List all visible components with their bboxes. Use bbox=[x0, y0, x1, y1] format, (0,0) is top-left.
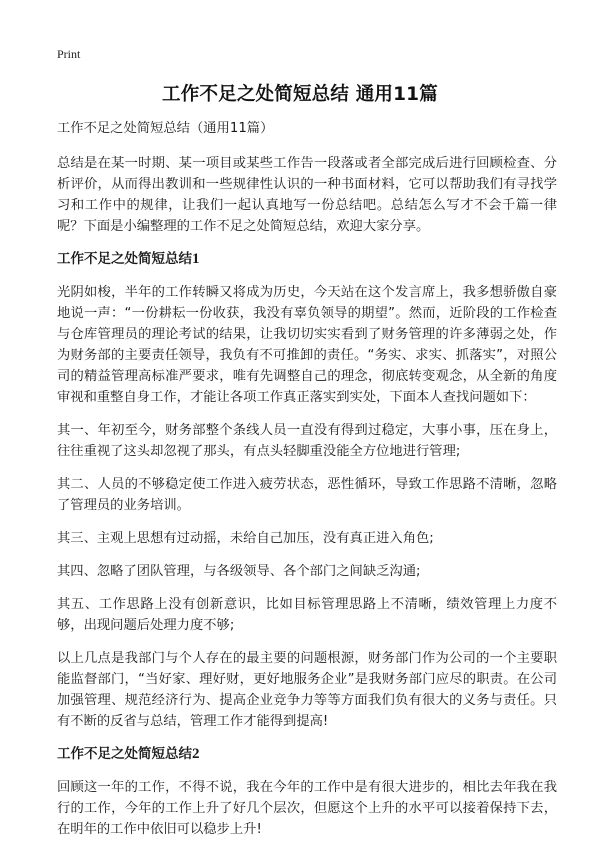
paragraph: 其三、主观上思想有过动摇，未给自己加压，没有真正进入角色; bbox=[57, 531, 434, 546]
document-subtitle: 工作不足之处简短总结（通用11篇） bbox=[57, 121, 274, 136]
paragraph: 其二、人员的不够稳定使工作进入疲劳状态，恶性循环，导致工作思路不清晰，忽略了管理员的业务培训。 bbox=[57, 477, 557, 513]
paragraph: 其五、工作思路上没有创新意识，比如目标管理思路上不清晰，绩效管理上力度不够，出现问题后处理力度不够; bbox=[57, 597, 557, 633]
document-body bbox=[57, 118, 557, 852]
section-heading-number: 2 bbox=[192, 746, 200, 762]
section-heading-text: 工作不足之处简短总结 bbox=[57, 251, 192, 267]
print-link[interactable]: Print bbox=[57, 47, 81, 61]
paragraph: 光阴如梭，半年的工作转瞬又将成为历史，今天站在这个发言席上，我多想骄傲自豪地说一声：“一份耕耘一份收获，我没有辜负领导的期望”。然而，近阶段的工作检查与仓库管理员的理论考试的结果，让我切切实实看到了财务管理的许多薄弱之处，作为财务部的主要责任领导，我负有不可推卸的责任。“务实、求实、抓落实”，对照公司的精益管理高标准严要求，唯有先调整自己的理念，彻底转变观念，从全新的角度审视和重整自身工作，才能让各项工作真正落实到实处，下面本人查找问题如下： bbox=[57, 285, 557, 405]
page-title: 工作不足之处简短总结 通用11篇 bbox=[162, 84, 438, 105]
paragraph: 其四、忽略了团队管理，与各级领导、各个部门之间缺乏沟通; bbox=[57, 564, 421, 579]
section-heading-number: 1 bbox=[192, 251, 200, 267]
section-heading-2 bbox=[57, 744, 557, 765]
paragraph: 以上几点是我部门与个人存在的最主要的问题根源，财务部门作为公司的一个主要职能监督部门，“当好家、理好财，更好地服务企业”是我财务部门应尽的职责。在公司加强管理、规范经济行为、提高企业竞争力等等方面我们负有很大的义务与责任。只有不断的反省与总结，管理工作才能得到提高! bbox=[57, 651, 557, 729]
paragraph: 其一、年初至今，财务部整个条线人员一直没有得到过稳定，大事小事，压在身上，往往重视了这头却忽视了那头，有点头轻脚重没能全方位地进行管理; bbox=[57, 423, 557, 459]
section-heading-text: 工作不足之处简短总结 bbox=[57, 746, 192, 762]
paragraph: 回顾这一年的工作，不得不说，我在今年的工作中是有很大进步的，相比去年我在我行的工作，今年的工作上升了好几个层次，但愿这个上升的水平可以接着保持下去，在明年的工作中依旧可以稳步上升! bbox=[57, 780, 557, 837]
section-heading-1 bbox=[57, 249, 557, 270]
intro-paragraph: 总结是在某一时期、某一项目或某些工作告一段落或者全部完成后进行回顾检查、分析评价，从而得出教训和一些规律性认识的一种书面材料，它可以帮助我们有寻找学习和工作中的规律，让我们一起认真地写一份总结吧。总结怎么写才不会千篇一律呢？下面是小编整理的工作不足之处简短总结，欢迎大家分享。 bbox=[57, 156, 557, 234]
